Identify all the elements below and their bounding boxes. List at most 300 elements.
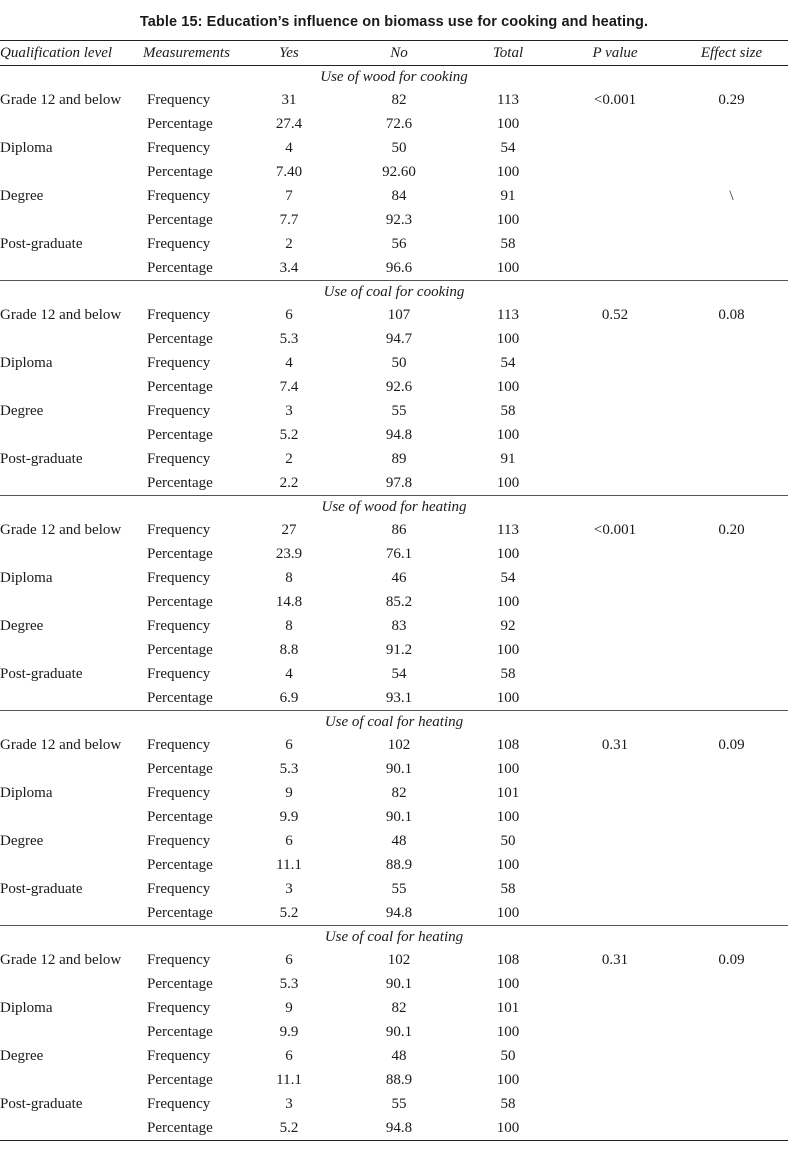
- total-cell: 100: [496, 546, 520, 562]
- no-cell: 83: [391, 618, 407, 634]
- no-cell: 56: [391, 236, 407, 252]
- measurement-cell: Frequency: [147, 92, 211, 108]
- yes-cell: 2: [285, 236, 293, 252]
- measurement-cell: Frequency: [147, 451, 211, 467]
- p-value-cell: [555, 901, 675, 926]
- no-cell: 82: [391, 1000, 407, 1016]
- no-cell: 92.3: [385, 212, 413, 228]
- effect-size-cell: [675, 853, 788, 877]
- total-cell: 100: [496, 116, 520, 132]
- table-caption: Table 15: Education’s influence on biomass use for cooking and heating.: [139, 14, 649, 30]
- total-cell: 91: [500, 451, 516, 467]
- no-cell: 88.9: [385, 1072, 413, 1088]
- yes-cell: 23.9: [275, 546, 303, 562]
- table-row: [0, 88, 788, 112]
- qualification-cell: Degree: [0, 618, 44, 634]
- table-row: [0, 614, 788, 638]
- yes-cell: 11.1: [276, 1072, 302, 1088]
- measurement-cell: Percentage: [147, 905, 213, 921]
- qualification-cell: [0, 1068, 143, 1092]
- yes-cell: 5.2: [279, 427, 299, 443]
- total-cell: 50: [500, 1048, 516, 1064]
- table-row: [0, 781, 788, 805]
- table-row: [0, 853, 788, 877]
- no-cell: 90.1: [385, 761, 413, 777]
- qualification-cell: [0, 805, 143, 829]
- measurement-cell: Percentage: [147, 690, 213, 706]
- qualification-cell: Grade 12 and below: [0, 92, 122, 108]
- total-cell: 54: [500, 140, 516, 156]
- total-cell: 100: [496, 212, 520, 228]
- no-cell: 94.8: [385, 427, 413, 443]
- table-row: [0, 208, 788, 232]
- qualification-cell: [0, 160, 143, 184]
- p-value-cell: [555, 638, 675, 662]
- no-cell: 50: [391, 140, 407, 156]
- p-value-cell: [555, 1116, 675, 1141]
- qualification-cell: Diploma: [0, 140, 53, 156]
- qualification-cell: [0, 757, 143, 781]
- table-row: [0, 1116, 788, 1141]
- table-row: [0, 471, 788, 496]
- table-row: [0, 829, 788, 853]
- effect-size-cell: \: [729, 188, 734, 204]
- effect-size-cell: [675, 566, 788, 590]
- table-row: [0, 447, 788, 471]
- effect-size-cell: [675, 829, 788, 853]
- measurement-cell: Percentage: [147, 212, 213, 228]
- total-cell: 58: [500, 666, 516, 682]
- qualification-cell: [0, 112, 143, 136]
- total-cell: 113: [497, 307, 519, 323]
- no-cell: 102: [387, 737, 411, 753]
- effect-size-cell: [675, 232, 788, 256]
- table-row: [0, 136, 788, 160]
- no-cell: 94.8: [385, 1120, 413, 1136]
- no-cell: 96.6: [385, 260, 413, 276]
- table-row: [0, 972, 788, 996]
- table-section: [0, 496, 788, 711]
- yes-cell: 6.9: [279, 690, 299, 706]
- measurement-cell: Percentage: [147, 642, 213, 658]
- qualification-cell: [0, 375, 143, 399]
- measurement-cell: Frequency: [147, 666, 211, 682]
- qualification-cell: Grade 12 and below: [0, 307, 122, 323]
- measurement-cell: Percentage: [147, 809, 213, 825]
- effect-size-cell: [675, 638, 788, 662]
- no-cell: 54: [391, 666, 407, 682]
- qualification-cell: Degree: [0, 833, 44, 849]
- qualification-cell: Post-graduate: [0, 1096, 83, 1112]
- yes-cell: 2: [285, 451, 293, 467]
- table-row: [0, 733, 788, 757]
- measurement-cell: Frequency: [147, 403, 211, 419]
- qualification-cell: [0, 972, 143, 996]
- total-cell: 100: [496, 164, 520, 180]
- p-value-cell: [555, 1068, 675, 1092]
- no-cell: 48: [391, 833, 407, 849]
- effect-size-cell: [675, 136, 788, 160]
- no-cell: 90.1: [385, 809, 413, 825]
- total-cell: 50: [500, 833, 516, 849]
- table-row: [0, 1044, 788, 1068]
- qualification-cell: Post-graduate: [0, 451, 83, 467]
- table-row: [0, 638, 788, 662]
- total-cell: 100: [496, 379, 520, 395]
- education-biomass-table: [0, 40, 788, 1141]
- table-row: [0, 327, 788, 351]
- effect-size-cell: [675, 1044, 788, 1068]
- effect-size-cell: 0.29: [718, 92, 745, 108]
- yes-cell: 9: [285, 1000, 293, 1016]
- yes-cell: 5.2: [279, 905, 299, 921]
- section-title: Use of coal for heating: [324, 929, 464, 945]
- qualification-cell: [0, 853, 143, 877]
- measurement-cell: Percentage: [147, 761, 213, 777]
- section-heading-row: [0, 66, 788, 89]
- no-cell: 90.1: [385, 1024, 413, 1040]
- yes-cell: 6: [285, 1048, 293, 1064]
- no-cell: 93.1: [385, 690, 413, 706]
- measurement-cell: Frequency: [147, 833, 211, 849]
- total-cell: 92: [500, 618, 516, 634]
- effect-size-cell: [675, 256, 788, 281]
- total-cell: 100: [496, 1024, 520, 1040]
- effect-size-cell: 0.09: [718, 952, 745, 968]
- p-value-cell: [555, 877, 675, 901]
- qualification-cell: Degree: [0, 188, 44, 204]
- no-cell: 48: [391, 1048, 407, 1064]
- yes-cell: 27.4: [275, 116, 303, 132]
- table-row: [0, 686, 788, 711]
- yes-cell: 7.4: [279, 379, 299, 395]
- no-cell: 55: [391, 881, 407, 897]
- header-qualification: Qualification level: [0, 44, 113, 61]
- no-cell: 92.6: [385, 379, 413, 395]
- table-row: [0, 1020, 788, 1044]
- table-row: [0, 399, 788, 423]
- no-cell: 85.2: [385, 594, 413, 610]
- effect-size-cell: [675, 375, 788, 399]
- measurement-cell: Percentage: [147, 379, 213, 395]
- table-row: [0, 423, 788, 447]
- qualification-cell: [0, 1116, 143, 1141]
- no-cell: 72.6: [385, 116, 413, 132]
- table-row: [0, 518, 788, 542]
- header-p-value: P value: [592, 44, 638, 61]
- effect-size-cell: [675, 877, 788, 901]
- effect-size-cell: [675, 1020, 788, 1044]
- yes-cell: 3.4: [279, 260, 299, 276]
- measurement-cell: Percentage: [147, 1024, 213, 1040]
- qualification-cell: [0, 423, 143, 447]
- effect-size-cell: 0.08: [718, 307, 745, 323]
- no-cell: 46: [391, 570, 407, 586]
- section-title: Use of coal for cooking: [323, 284, 465, 300]
- table-row: [0, 232, 788, 256]
- effect-size-cell: 0.09: [718, 737, 745, 753]
- no-cell: 50: [391, 355, 407, 371]
- measurement-cell: Frequency: [147, 618, 211, 634]
- measurement-cell: Frequency: [147, 1096, 211, 1112]
- effect-size-cell: [675, 686, 788, 711]
- measurement-cell: Frequency: [147, 140, 211, 156]
- table-section: [0, 926, 788, 1141]
- total-cell: 100: [496, 976, 520, 992]
- p-value-cell: 0.52: [601, 307, 629, 323]
- qualification-cell: [0, 208, 143, 232]
- measurement-cell: Percentage: [147, 475, 213, 491]
- yes-cell: 5.2: [279, 1120, 299, 1136]
- total-cell: 100: [496, 642, 520, 658]
- p-value-cell: [555, 805, 675, 829]
- total-cell: 100: [496, 1120, 520, 1136]
- p-value-cell: [555, 614, 675, 638]
- section-heading-row: [0, 496, 788, 519]
- table-row: [0, 566, 788, 590]
- table-section: [0, 281, 788, 496]
- p-value-cell: [555, 542, 675, 566]
- measurement-cell: Percentage: [147, 331, 213, 347]
- qualification-cell: Grade 12 and below: [0, 522, 122, 538]
- qualification-cell: [0, 590, 143, 614]
- measurement-cell: Frequency: [147, 737, 211, 753]
- yes-cell: 11.1: [276, 857, 302, 873]
- yes-cell: 5.3: [279, 976, 299, 992]
- table-header: [0, 41, 788, 66]
- total-cell: 54: [500, 355, 516, 371]
- effect-size-cell: [675, 1092, 788, 1116]
- effect-size-cell: [675, 447, 788, 471]
- qualification-cell: Diploma: [0, 1000, 53, 1016]
- effect-size-cell: [675, 471, 788, 496]
- p-value-cell: [555, 853, 675, 877]
- table-row: [0, 256, 788, 281]
- measurement-cell: Percentage: [147, 1072, 213, 1088]
- effect-size-cell: 0.20: [718, 522, 745, 538]
- effect-size-cell: [675, 1068, 788, 1092]
- yes-cell: 14.8: [275, 594, 303, 610]
- yes-cell: 8: [285, 570, 293, 586]
- p-value-cell: [555, 996, 675, 1020]
- total-cell: 100: [496, 475, 520, 491]
- header-measurements: Measurements: [143, 44, 230, 61]
- section-title: Use of coal for heating: [324, 714, 464, 730]
- total-cell: 100: [496, 260, 520, 276]
- total-cell: 58: [500, 881, 516, 897]
- measurement-cell: Frequency: [147, 188, 211, 204]
- effect-size-cell: [675, 208, 788, 232]
- total-cell: 58: [500, 236, 516, 252]
- yes-cell: 7: [285, 188, 293, 204]
- total-cell: 100: [496, 1072, 520, 1088]
- table-row: [0, 805, 788, 829]
- measurement-cell: Frequency: [147, 1000, 211, 1016]
- measurement-cell: Frequency: [147, 952, 211, 968]
- p-value-cell: [555, 447, 675, 471]
- total-cell: 58: [500, 1096, 516, 1112]
- total-cell: 100: [496, 690, 520, 706]
- total-cell: 100: [496, 427, 520, 443]
- header-no: No: [390, 44, 408, 61]
- total-cell: 54: [500, 570, 516, 586]
- table-section: [0, 66, 788, 281]
- table-row: [0, 757, 788, 781]
- p-value-cell: [555, 160, 675, 184]
- total-cell: 108: [496, 737, 520, 753]
- no-cell: 94.7: [385, 331, 413, 347]
- yes-cell: 27: [281, 522, 297, 538]
- yes-cell: 7.7: [279, 212, 299, 228]
- section-heading-row: [0, 711, 788, 734]
- effect-size-cell: [675, 327, 788, 351]
- qualification-cell: Diploma: [0, 570, 53, 586]
- yes-cell: 3: [285, 1096, 293, 1112]
- qualification-cell: [0, 471, 143, 496]
- total-cell: 58: [500, 403, 516, 419]
- measurement-cell: Percentage: [147, 976, 213, 992]
- no-cell: 89: [391, 451, 407, 467]
- yes-cell: 9: [285, 785, 293, 801]
- yes-cell: 4: [285, 355, 293, 371]
- no-cell: 102: [387, 952, 411, 968]
- yes-cell: 4: [285, 140, 293, 156]
- table-row: [0, 590, 788, 614]
- effect-size-cell: [675, 996, 788, 1020]
- total-cell: 91: [500, 188, 516, 204]
- total-cell: 101: [496, 785, 520, 801]
- measurement-cell: Percentage: [147, 164, 213, 180]
- p-value-cell: [555, 972, 675, 996]
- p-value-cell: [555, 781, 675, 805]
- total-cell: 100: [496, 331, 520, 347]
- p-value-cell: <0.001: [593, 92, 637, 108]
- total-cell: 113: [497, 92, 519, 108]
- table-row: [0, 948, 788, 972]
- qualification-cell: Diploma: [0, 355, 53, 371]
- table-row: [0, 542, 788, 566]
- effect-size-cell: [675, 781, 788, 805]
- effect-size-cell: [675, 1116, 788, 1141]
- p-value-cell: [555, 757, 675, 781]
- no-cell: 82: [391, 92, 407, 108]
- table-row: [0, 184, 788, 208]
- header-row: [0, 41, 788, 66]
- table-row: [0, 901, 788, 926]
- p-value-cell: [555, 351, 675, 375]
- p-value-cell: [555, 1092, 675, 1116]
- p-value-cell: [555, 112, 675, 136]
- p-value-cell: [555, 662, 675, 686]
- yes-cell: 6: [285, 952, 293, 968]
- qualification-cell: [0, 327, 143, 351]
- effect-size-cell: [675, 757, 788, 781]
- p-value-cell: [555, 256, 675, 281]
- total-cell: 101: [496, 1000, 520, 1016]
- p-value-cell: 0.31: [601, 737, 629, 753]
- no-cell: 92.60: [382, 164, 416, 180]
- yes-cell: 5.3: [279, 331, 299, 347]
- section-title: Use of wood for cooking: [320, 69, 468, 85]
- header-yes: Yes: [279, 44, 299, 61]
- total-cell: 100: [496, 905, 520, 921]
- p-value-cell: [555, 184, 675, 208]
- yes-cell: 6: [285, 737, 293, 753]
- no-cell: 55: [391, 1096, 407, 1112]
- section-title: Use of wood for heating: [321, 499, 467, 515]
- table-row: [0, 351, 788, 375]
- table-section: [0, 711, 788, 926]
- measurement-cell: Frequency: [147, 522, 211, 538]
- total-cell: 100: [496, 857, 520, 873]
- p-value-cell: [555, 1020, 675, 1044]
- no-cell: 94.8: [385, 905, 413, 921]
- yes-cell: 8.8: [279, 642, 299, 658]
- no-cell: 76.1: [385, 546, 413, 562]
- p-value-cell: [555, 829, 675, 853]
- total-cell: 100: [496, 594, 520, 610]
- effect-size-cell: [675, 805, 788, 829]
- yes-cell: 6: [285, 307, 293, 323]
- measurement-cell: Percentage: [147, 546, 213, 562]
- no-cell: 107: [387, 307, 411, 323]
- section-heading-row: [0, 281, 788, 304]
- total-cell: 100: [496, 761, 520, 777]
- qualification-cell: Post-graduate: [0, 236, 83, 252]
- effect-size-cell: [675, 112, 788, 136]
- qualification-cell: [0, 256, 143, 281]
- qualification-cell: [0, 1020, 143, 1044]
- yes-cell: 31: [281, 92, 297, 108]
- no-cell: 91.2: [385, 642, 413, 658]
- table-row: [0, 662, 788, 686]
- p-value-cell: [555, 566, 675, 590]
- yes-cell: 5.3: [279, 761, 299, 777]
- measurement-cell: Frequency: [147, 236, 211, 252]
- yes-cell: 3: [285, 403, 293, 419]
- qualification-cell: Grade 12 and below: [0, 952, 122, 968]
- qualification-cell: Diploma: [0, 785, 53, 801]
- total-cell: 100: [496, 809, 520, 825]
- qualification-cell: Post-graduate: [0, 881, 83, 897]
- effect-size-cell: [675, 972, 788, 996]
- table-row: [0, 877, 788, 901]
- measurement-cell: Frequency: [147, 570, 211, 586]
- p-value-cell: [555, 375, 675, 399]
- measurement-cell: Frequency: [147, 881, 211, 897]
- measurement-cell: Percentage: [147, 1120, 213, 1136]
- table-row: [0, 303, 788, 327]
- effect-size-cell: [675, 542, 788, 566]
- total-cell: 108: [496, 952, 520, 968]
- yes-cell: 8: [285, 618, 293, 634]
- yes-cell: 7.40: [275, 164, 303, 180]
- yes-cell: 6: [285, 833, 293, 849]
- measurement-cell: Frequency: [147, 785, 211, 801]
- no-cell: 82: [391, 785, 407, 801]
- table-row: [0, 1068, 788, 1092]
- measurement-cell: Frequency: [147, 307, 211, 323]
- yes-cell: 2.2: [279, 475, 299, 491]
- effect-size-cell: [675, 901, 788, 926]
- qualification-cell: Post-graduate: [0, 666, 83, 682]
- header-total: Total: [492, 44, 524, 61]
- no-cell: 84: [391, 188, 407, 204]
- p-value-cell: [555, 1044, 675, 1068]
- effect-size-cell: [675, 399, 788, 423]
- effect-size-cell: [675, 351, 788, 375]
- no-cell: 97.8: [385, 475, 413, 491]
